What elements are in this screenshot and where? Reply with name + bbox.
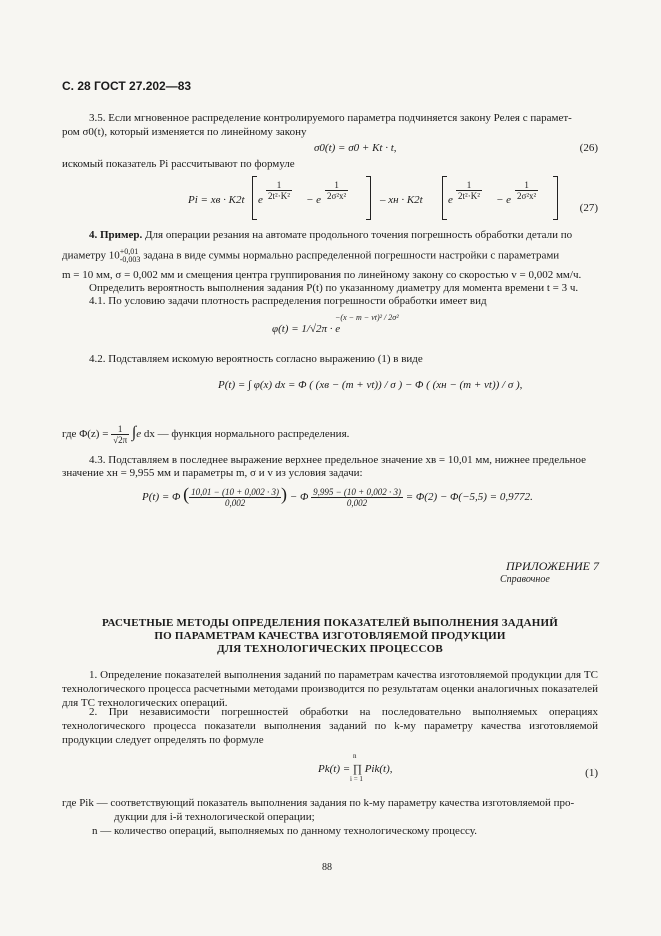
eq27-exp3: $\frac{1}{\text{2t²·K²}}$ (458, 180, 480, 201)
appendix-label: ПРИЛОЖЕНИЕ 7 (506, 559, 599, 573)
title-line1: РАСЧЕТНЫЕ МЕТОДЫ ОПРЕДЕЛЕНИЯ ПОКАЗАТЕЛЕЙ ВЫПОЛНЕНИЯ ЗАДАНИЙ (101, 617, 559, 629)
paren-close: ) (281, 484, 288, 505)
s4-line7a: где Φ(z) = (62, 428, 109, 441)
paren-open: ( (183, 484, 190, 505)
s4-line4: Определить вероятность выполнения задания P(t) по указанному диаметру для момента времени t = 3 ч. (89, 282, 579, 294)
eq27-e1: e (258, 194, 263, 206)
eq27-left: Pi = xв · K2t (188, 194, 245, 206)
appendix-sub: Справочное (500, 574, 550, 585)
s4-line8: 4.3. Подставляем в последнее выражение верхнее предельное значение xв = 10,01 мм, нижнее предельное (89, 454, 587, 466)
where-line3: n — количество операций, выполняемых по данному технологическому процессу. (92, 825, 477, 837)
s4-line6: 4.2. Подставляем искомую вероятность согласно выражению (1) в виде (89, 353, 423, 365)
s4-line7 (62, 424, 598, 445)
s4-line2b: задана в виде суммы нормально распределенной погрешности настройки с параметрами (143, 249, 560, 262)
s4-line9: значение xн = 9,955 мм и параметры m, σ и v из условия задачи: (62, 467, 363, 479)
eq-phi-exp: −(x − m − vt)² / 2σ² (335, 313, 399, 322)
eq-final-frac1 (189, 487, 281, 508)
s4-line2 (62, 248, 598, 264)
s35-line2: ром σ0(t), который изменяется по линейному закону (62, 126, 307, 138)
eq1-number: (1) (585, 767, 598, 779)
integral-sign: ∫ (131, 424, 137, 442)
s4-line3: m = 10 мм, σ = 0,002 мм и смещения центра группирования по линейному закону со скоростью v = 0,002 мм/ч. (62, 269, 582, 281)
s35-line3: искомый показатель Pi рассчитывают по формуле (62, 158, 295, 170)
eq-final-left: P(t) = Φ (142, 491, 181, 504)
frac2-den: 0,002 (346, 498, 368, 508)
eq-p: P(t) = ∫ φ(x) dx = Φ ( (xв − (m + vt)) / σ ) − Φ ( (xн − (m + vt)) / σ ), (218, 379, 523, 391)
eq27-bracket-right2 (553, 176, 558, 220)
s4-line1 (62, 228, 598, 242)
title-line2: ПО ПАРАМЕТРАМ КАЧЕСТВА ИЗГОТОВЛЯЕМОЙ ПРОДУКЦИИ (154, 630, 506, 642)
prod-upper: n (353, 752, 357, 760)
eq26: σ0(t) = σ0 + Kt · t, (314, 142, 397, 154)
frac1-num: 10,01 − (10 + 0,002 · 3) (191, 487, 280, 497)
s4-line2a: диаметру 10 (62, 249, 120, 262)
eq-phi: φ(t) = 1/√2π · e (272, 323, 341, 335)
exp-e: e (136, 428, 142, 441)
paragraph-1: 1. Определение показателей выполнения заданий по параметрам качества изготовляемой продукции для ТС технологического процесса расчетными методами производится по результатам оценки аналогичных показателей для ТС технологических операций. (62, 669, 598, 709)
page-header: С. 28 ГОСТ 27.202—83 (62, 79, 192, 93)
eq1: Pk(t) = ∏ Pik(t), (318, 763, 393, 775)
frac1-den: 0,002 (224, 498, 246, 508)
page-number: 88 (322, 862, 332, 873)
s4-line5: 4.1. По условию задачи плотность распределения погрешности обработки имеет вид (89, 295, 487, 307)
where-line2: дукции для i-й технологической операции; (114, 811, 315, 823)
s4-line1-text: Для операции резания на автомате продольного точения погрешность обработки детали по (145, 229, 573, 241)
paragraph-2: 2. При независимости погрешностей обработки на последовательно выполняемых операциях технологического процесса показатели выполнения заданий по k-му параметру качества изготовляемой продукции следует определять по формуле (62, 706, 598, 746)
eq-final (142, 484, 533, 508)
eq27-bracket-left (252, 176, 257, 220)
tol-lower: -0,003 (119, 255, 141, 264)
eq27-mid: – xн · K2t (380, 194, 423, 206)
phi-frac: $\frac{1}{√2\pi}$ (113, 424, 128, 445)
eq27-exp1: $\frac{1}{\text{2t²·K²}}$ (268, 180, 290, 201)
s35-line1: 3.5. Если мгновенное распределение контролируемого параметра подчиняется закону Релея с парамет- (89, 112, 572, 124)
eq27-number: (27) (579, 202, 598, 214)
eq27-minus-e: − e (306, 194, 322, 206)
eq27-e3: e (448, 194, 453, 206)
eq26-number: (26) (579, 142, 598, 154)
tol-upper: +0,01 (119, 247, 139, 256)
eq27-exp2: $\frac{1}{\text{2σ²x²}}$ (327, 180, 347, 201)
prod-lower: i = 1 (350, 775, 363, 783)
eq27-bracket-right (366, 176, 371, 220)
eq27-bracket-left2 (442, 176, 447, 220)
where-line1: где Pik — соответствующий показатель выполнения задания по k-му параметру качества изготовляемой про- (62, 797, 575, 809)
frac2-num: 9,995 − (10 + 0,002 · 3) (313, 487, 401, 497)
eq-final-mid: − Φ (289, 491, 309, 504)
eq27-exp4: $\frac{1}{\text{2σ²x²}}$ (517, 180, 537, 201)
eq-final-frac2 (311, 487, 403, 508)
eq27-minus-e2: − e (496, 194, 512, 206)
s4-line7b: dx — функция нормального распределения. (143, 428, 350, 441)
s4-bold: 4. Пример. (89, 229, 143, 241)
eq-final-right: = Φ(2) − Φ(−5,5) = 0,9772. (405, 491, 533, 504)
title-line3: ДЛЯ ТЕХНОЛОГИЧЕСКИХ ПРОЦЕССОВ (217, 643, 443, 655)
